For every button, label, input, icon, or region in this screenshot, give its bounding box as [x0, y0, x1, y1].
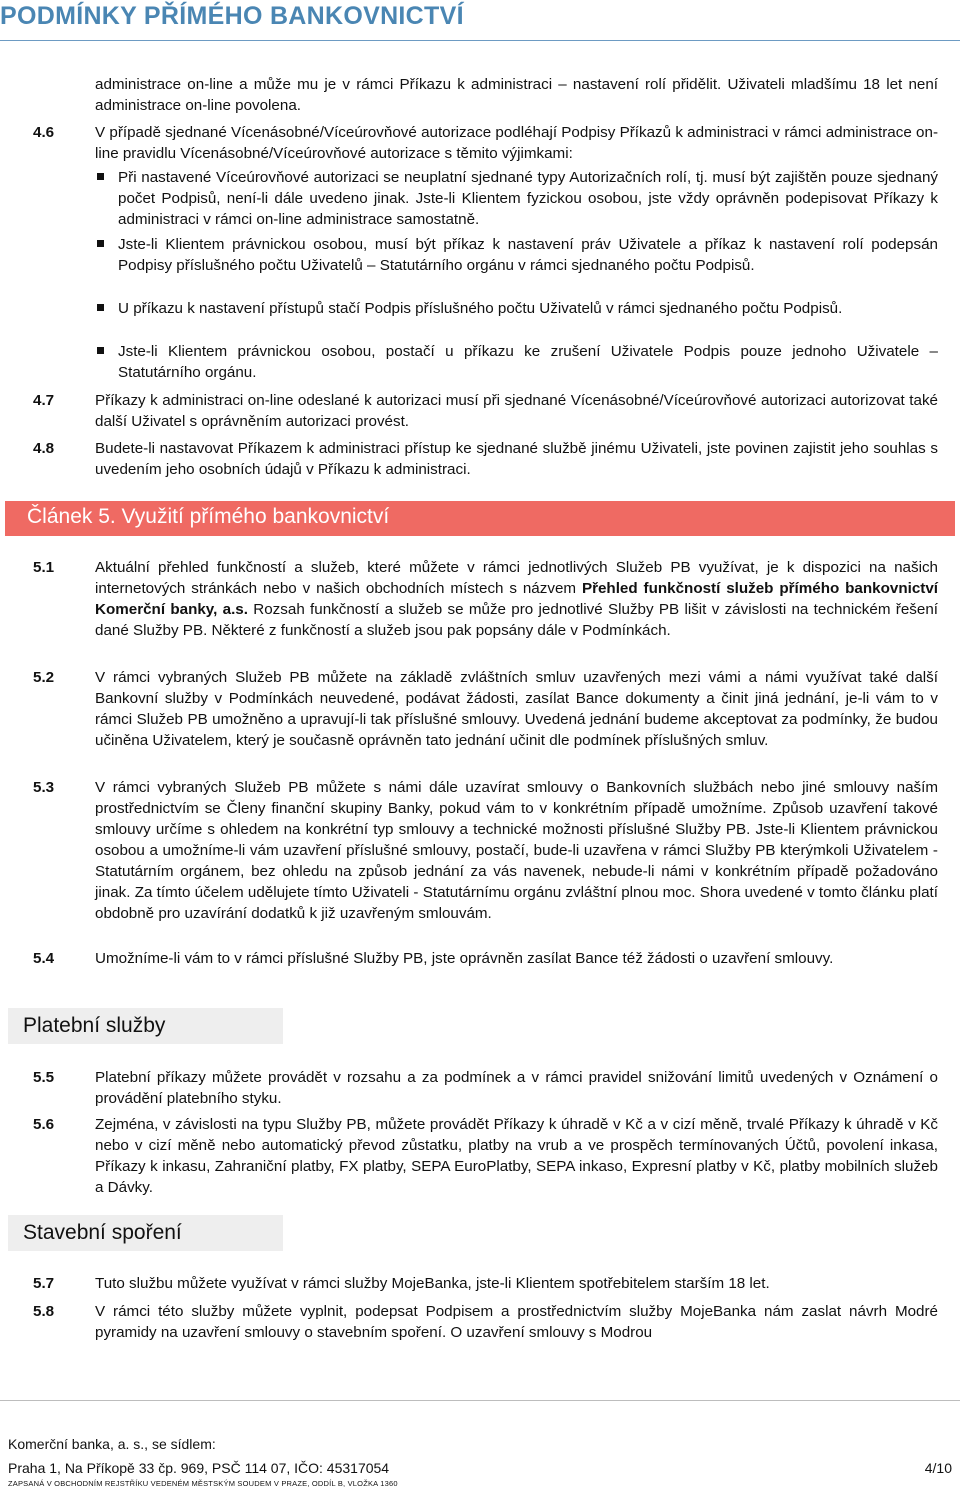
section-5-1-text-b: Rozsah funkčností a služeb se může pro jednotlivé Služby PB lišit v závislosti na technickém řešení dané Služby PB. Některé z funkčností a služeb jsou pak popsány dále v Podmínkách. [95, 601, 938, 639]
section-4-6-bullet-1: Při nastavené Víceúrovňové autorizaci se neuplatní sjednané typy Autorizačních rolí, tj. musí být zajištěn pouze sjednaný počet Podpisů, není-li dále uvedeno jinak. Jste-li Klientem fyzickou osobou, jste vždy oprávněn podepisovat Příkazy k administraci v rámci on-line administrace samostatně. [118, 169, 938, 228]
section-5-2-text: V rámci vybraných Služeb PB můžete na základě zvláštních smluv uzavřených mezi vámi a námi využívat také další Bankovní služby v Podmínkách neuvedené, podávat žádosti, zasílat Bance dokumenty a činit jiná jednání, je-li vám to v rámci Služeb PB umožněno a upravují-li tak příslušné smlouvy. Uvedená jednání budeme akceptovat za podmínky, že budou učiněna Uživatelem, který je současně oprávněn tato jednání učinit dle podmínek příslušných smluv. [95, 669, 938, 749]
section-4-7-text: Příkazy k administraci on-line odeslané k autorizaci musí při sjednané Vícenásobné/Víceúrovňové autorizaci autorizovat také další Uživatel s oprávněním autorizaci provést. [95, 392, 938, 430]
section-5-4-text: Umožníme-li vám to v rámci příslušné Služby PB, jste oprávněn zasílat Bance též žádosti o uzavření smlouvy. [95, 950, 834, 967]
subheading-stavebni-sporeni: Stavební spoření [23, 1221, 182, 1244]
bullet-square-icon [97, 304, 104, 311]
bullet-square-icon [97, 173, 104, 180]
subheading-platebni-sluzby: Platební služby [23, 1014, 166, 1037]
section-number-5-5: 5.5 [33, 1069, 55, 1086]
section-number-5-7: 5.7 [33, 1275, 55, 1292]
section-4-8-text: Budete-li nastavovat Příkazem k administraci přístup ke sjednané službě jinému Uživateli, jste povinen zajistit jeho souhlas s uvedením jeho osobních údajů v Příkazu k administraci. [95, 440, 938, 478]
footer-registry: ZAPSANÁ V OBCHODNÍM REJSTŘÍKU VEDENÉM MĚSTSKÝM SOUDEM V PRAZE, ODDÍL B, VLOŽKA 1360 [8, 1479, 398, 1488]
section-number-5-4: 5.4 [33, 950, 55, 967]
section-number-4-7: 4.7 [33, 392, 55, 409]
section-5-5-text: Platební příkazy můžete provádět v rozsahu a za podmínek a v rámci pravidel snižování limitů uvedených v Oznámení o provádění platebního styku. [95, 1069, 938, 1107]
footer-address: Praha 1, Na Příkopě 33 čp. 969, PSČ 114 07, IČO: 45317054 [8, 1460, 390, 1476]
bullet-square-icon [97, 347, 104, 354]
section-5-8-text: V rámci této služby můžete vyplnit, podepsat Podpisem a prostřednictvím služby MojeBanka nám zaslat návrh Modré pyramidy na uzavření smlouvy o stavebním spoření. O uzavření smlouvy s Modrou [95, 1303, 938, 1341]
section-4-6-bullet-4: Jste-li Klientem právnickou osobou, postačí u příkazu ke zrušení Uživatele Podpis pouze jednoho Uživatele – Statutárního orgánu. [118, 343, 938, 381]
section-5-1-text [95, 557, 938, 641]
footer-company: Komerční banka, a. s., se sídlem: [8, 1436, 216, 1452]
subheading-box-stavebni-sporeni [8, 1215, 283, 1251]
intro-paragraph: administrace on-line a může mu je v rámci Příkazu k administraci – nastavení rolí přidělit. Uživateli mladšímu 18 let není administrace on-line povolena. [95, 76, 938, 114]
bullet-square-icon [97, 240, 104, 247]
title-divider [0, 40, 960, 41]
section-5-3-text: V rámci vybraných Služeb PB můžete s námi dále uzavírat smlouvy o Bankovních službách nebo jiné smlouvy naším prostřednictvím se Členy finanční skupiny Banky, pokud vám to v konkrétním případě umožníme. Způsob uzavření takové smlouvy určíme s ohledem na konkrétní typ smlouvy a technické možnosti příslušné Služby PB. Jste-li Klientem právnickou osobou a umožníme-li vám uzavření příslušné smlouvy, postačí, bude-li uzavřena v rámci Služby PB kterýmkoli Uživatelem - Statutárním orgánem, bez ohledu na způsob jednání za vás navenek, nebude-li námi v konkrétním případě požadováno jinak. Za tímto účelem udělujete tímto Uživateli - Statutárnímu orgánu zvláštní plnou moc. Shora uvedené v tomto článku platí obdobně pro uzavírání dodatků k již uzavřeným smlouvám. [95, 779, 938, 922]
section-number-5-3: 5.3 [33, 779, 55, 796]
section-4-6-bullet-2: Jste-li Klientem právnickou osobou, musí být příkaz k nastavení práv Uživatele a příkaz k nastavení rolí podepsán Podpisy příslušného počtu Uživatelů – Statutárního orgánu v rámci sjednaného počtu Podpisů. [118, 236, 938, 274]
article-5-heading-bar [5, 501, 955, 536]
article-5-title: Článek 5. Využití přímého bankovnictví [27, 505, 390, 528]
section-5-7-text: Tuto službu můžete využívat v rámci služby MojeBanka, jste-li Klientem spotřebitelem starším 18 let. [95, 1275, 770, 1292]
footer-divider [0, 1400, 960, 1401]
section-4-6-text: V případě sjednané Vícenásobné/Víceúrovňové autorizace podléhají Podpisy Příkazů k administraci v rámci administrace on-line pravidlu Vícenásobné/Víceúrovňové autorizace s těmito výjimkami: [95, 124, 938, 162]
section-number-5-6: 5.6 [33, 1116, 55, 1133]
page-title: PODMÍNKY PŘÍMÉHO BANKOVNICTVÍ [0, 2, 464, 30]
section-5-6-text: Zejména, v závislosti na typu Služby PB, můžete provádět Příkazy k úhradě v Kč a v cizí měně, trvalé Příkazy k úhradě v Kč nebo v cizí měně nebo automatický převod zůstatku, platby na vrub a ve prospěch termínovaných Účtů, povolení inkasa, Příkazy k inkasu, Zahraniční platby, FX platby, SEPA EuroPlatby, SEPA inkaso, Expresní platby v Kč, platby mobilních služeb a Dávky. [95, 1116, 938, 1196]
section-4-6-bullet-3: U příkazu k nastavení přístupů stačí Podpis příslušného počtu Uživatelů v rámci sjednaného počtu Podpisů. [118, 300, 843, 317]
page-number: 4/10 [924, 1460, 952, 1476]
section-number-5-2: 5.2 [33, 669, 55, 686]
section-5-1-bold-reference: Přehled funkčností služeb přímého bankovnictví Komerční banky, a.s. [95, 580, 938, 618]
section-number-5-1: 5.1 [33, 559, 55, 576]
subheading-box-platebni-sluzby [8, 1008, 283, 1044]
section-number-5-8: 5.8 [33, 1303, 55, 1320]
section-5-1-text-a: Aktuální přehled funkčností a služeb, které můžete v rámci jednotlivých Služeb PB využívat, je k dispozici na našich internetových stránkách nebo v našich obchodních místech s názvem [95, 559, 938, 597]
section-number-4-6: 4.6 [33, 124, 55, 141]
section-number-4-8: 4.8 [33, 440, 55, 457]
